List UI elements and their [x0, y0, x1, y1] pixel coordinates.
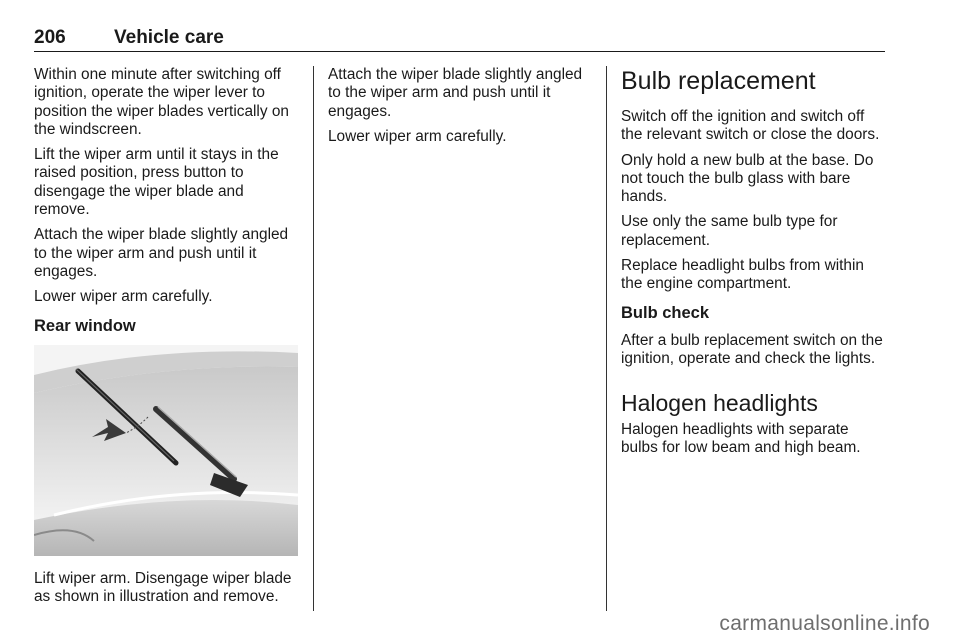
rear-wiper-illustration	[34, 345, 298, 556]
page-number: 206	[34, 27, 66, 48]
paragraph: Use only the same bulb type for replacement.	[621, 213, 838, 249]
paragraph: Attach the wiper blade slightly angled to the wiper arm and push until it engages.	[328, 66, 583, 120]
column-divider	[606, 66, 607, 611]
paragraph: After a bulb replacement switch on the ignition, operate and check the lights.	[621, 331, 883, 368]
heading-halogen-headlights: Halogen headlights	[621, 389, 818, 416]
column-divider	[313, 66, 314, 611]
paragraph: Attach the wiper blade slightly angled to the wiper arm and push until it engages.	[34, 226, 289, 280]
paragraph: Lower wiper arm carefully.	[328, 127, 507, 145]
paragraph: Within one minute after switching off ignition, operate the wiper lever to position the wiper blades vertically on the windscreen.	[34, 66, 289, 138]
paragraph: Lift the wiper arm until it stays in the raised position, press button to disengage the wiper blade and remove.	[34, 146, 279, 219]
heading-bulb-replacement: Bulb replacement	[621, 67, 816, 95]
page-header	[34, 27, 885, 52]
column-1	[34, 66, 299, 613]
paragraph: Lower wiper arm carefully.	[34, 288, 213, 306]
column-3	[621, 66, 887, 464]
paragraph: Only hold a new bulb at the base. Do not touch the bulb glass with bare hands.	[621, 151, 874, 206]
watermark: carmanualsonline.info	[719, 612, 930, 635]
paragraph: Switch off the ignition and switch off the relevant switch or close the doors.	[621, 108, 880, 144]
column-2	[328, 66, 598, 153]
heading-bulb-check: Bulb check	[621, 303, 710, 322]
chapter-title: Vehicle care	[114, 27, 224, 48]
paragraph: Replace headlight bulbs from within the engine compartment.	[621, 257, 864, 293]
paragraph: Halogen headlights with separate bulbs for low beam and high beam.	[621, 420, 861, 456]
heading-rear-window: Rear window	[34, 316, 136, 335]
illustration-caption: Lift wiper arm. Disengage wiper blade as shown in illustration and remove.	[34, 569, 292, 606]
